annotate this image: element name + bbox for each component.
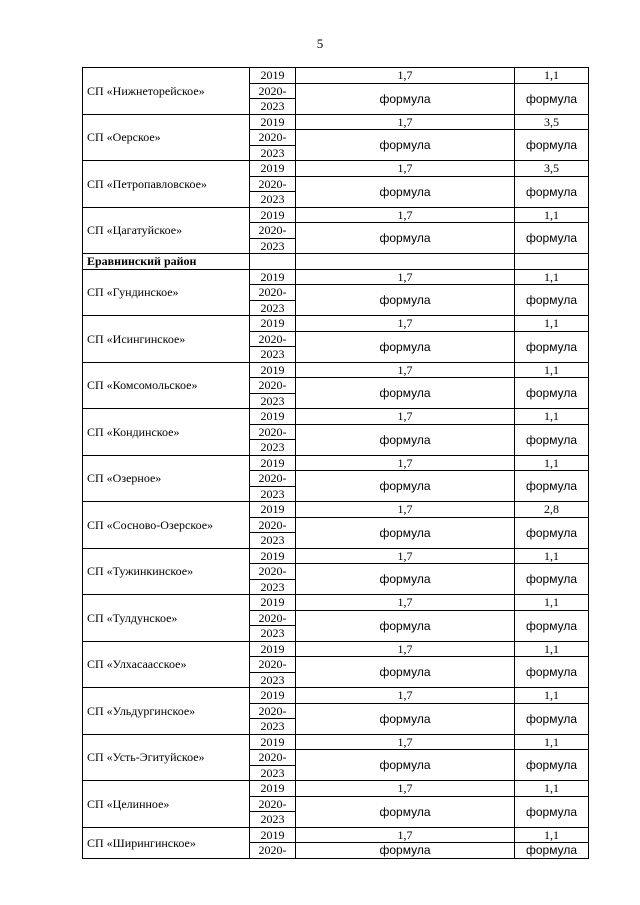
settlement-name: СП «Тулдунское» xyxy=(83,595,250,642)
table-row xyxy=(83,455,589,471)
year-cell: 2020- xyxy=(250,471,296,487)
formula-cell: формула xyxy=(296,424,515,455)
formula-cell: формула xyxy=(296,610,515,641)
year-cell: 2023 xyxy=(250,192,296,208)
formula-cell: формула xyxy=(296,223,515,254)
formula-cell: формула xyxy=(296,331,515,362)
year-cell: 2019 xyxy=(250,455,296,471)
formula-cell: формула xyxy=(515,471,589,502)
year-cell: 2023 xyxy=(250,719,296,735)
value-cell: 1,7 xyxy=(296,595,515,611)
value-cell: 1,7 xyxy=(296,641,515,657)
year-cell: 2023 xyxy=(250,238,296,254)
formula-cell: формула xyxy=(515,564,589,595)
year-cell: 2023 xyxy=(250,579,296,595)
value-cell: 1,1 xyxy=(515,827,589,843)
value-cell: 1,7 xyxy=(296,161,515,177)
formula-cell: формула xyxy=(296,378,515,409)
value-cell: 1,1 xyxy=(515,688,589,704)
table-body xyxy=(83,68,589,859)
table-row xyxy=(83,548,589,564)
formula-cell: формула xyxy=(296,130,515,161)
empty-cell xyxy=(515,254,589,270)
year-cell: 2023 xyxy=(250,765,296,781)
settlement-name: СП «Гундинское» xyxy=(83,269,250,316)
year-cell: 2020- xyxy=(250,703,296,719)
formula-cell: формула xyxy=(296,796,515,827)
formula-cell: формула xyxy=(296,83,515,114)
settlement-name: СП «Нижнеторейское» xyxy=(83,68,250,115)
formula-cell: формула xyxy=(296,517,515,548)
table-row xyxy=(83,114,589,130)
year-cell: 2023 xyxy=(250,440,296,456)
year-cell: 2019 xyxy=(250,316,296,332)
settlement-name: СП «Оерское» xyxy=(83,114,250,161)
formula-cell: формула xyxy=(515,130,589,161)
year-cell: 2023 xyxy=(250,533,296,549)
value-cell: 1,7 xyxy=(296,734,515,750)
formula-cell: формула xyxy=(296,703,515,734)
year-cell: 2019 xyxy=(250,688,296,704)
value-cell: 1,7 xyxy=(296,548,515,564)
formula-cell: формула xyxy=(515,331,589,362)
value-cell: 1,1 xyxy=(515,455,589,471)
table-row xyxy=(83,316,589,332)
formula-cell: формула xyxy=(296,750,515,781)
settlement-name: СП «Тужинкинское» xyxy=(83,548,250,595)
settlement-name: СП «Комсомольское» xyxy=(83,362,250,409)
formula-cell: формула xyxy=(515,424,589,455)
settlement-name: СП «Улхасаасское» xyxy=(83,641,250,688)
value-cell: 3,5 xyxy=(515,114,589,130)
year-cell: 2019 xyxy=(250,641,296,657)
table-row xyxy=(83,781,589,797)
value-cell: 1,1 xyxy=(515,207,589,223)
year-cell: 2023 xyxy=(250,300,296,316)
formula-cell: формула xyxy=(296,564,515,595)
value-cell: 1,7 xyxy=(296,827,515,843)
value-cell: 1,1 xyxy=(515,548,589,564)
formula-cell: формула xyxy=(296,176,515,207)
year-cell: 2020- xyxy=(250,285,296,301)
formula-cell: формула xyxy=(515,796,589,827)
value-cell: 1,1 xyxy=(515,409,589,425)
formula-cell: формула xyxy=(515,843,589,859)
value-cell: 1,1 xyxy=(515,269,589,285)
year-cell: 2019 xyxy=(250,362,296,378)
year-cell: 2020- xyxy=(250,610,296,626)
formula-cell: формула xyxy=(515,176,589,207)
district-name: Еравнинский район xyxy=(83,254,250,270)
formula-cell: формула xyxy=(515,285,589,316)
table-row xyxy=(83,269,589,285)
table-row xyxy=(83,502,589,518)
year-cell: 2023 xyxy=(250,393,296,409)
formula-cell: формула xyxy=(515,657,589,688)
settlement-name: СП «Исингинское» xyxy=(83,316,250,363)
value-cell: 3,5 xyxy=(515,161,589,177)
value-cell: 1,7 xyxy=(296,316,515,332)
settlement-name: СП «Петропавловское» xyxy=(83,161,250,208)
year-cell: 2019 xyxy=(250,114,296,130)
year-cell: 2019 xyxy=(250,548,296,564)
year-cell: 2020- xyxy=(250,130,296,146)
table-row xyxy=(83,362,589,378)
settlement-name: СП «Целинное» xyxy=(83,781,250,828)
value-cell: 1,7 xyxy=(296,455,515,471)
table-row xyxy=(83,595,589,611)
formula-cell: формула xyxy=(515,703,589,734)
value-cell: 1,7 xyxy=(296,502,515,518)
value-cell: 2,8 xyxy=(515,502,589,518)
year-cell: 2019 xyxy=(250,734,296,750)
table-row xyxy=(83,207,589,223)
formula-cell: формула xyxy=(515,83,589,114)
formula-cell: формула xyxy=(296,657,515,688)
year-cell: 2019 xyxy=(250,161,296,177)
formula-cell: формула xyxy=(515,378,589,409)
year-cell: 2020- xyxy=(250,796,296,812)
year-cell: 2019 xyxy=(250,207,296,223)
settlement-name: СП «Сосново-Озерское» xyxy=(83,502,250,549)
formula-cell: формула xyxy=(515,517,589,548)
value-cell: 1,1 xyxy=(515,316,589,332)
formula-cell: формула xyxy=(515,610,589,641)
settlement-name: СП «Озерное» xyxy=(83,455,250,502)
value-cell: 1,1 xyxy=(515,362,589,378)
year-cell: 2019 xyxy=(250,595,296,611)
year-cell: 2020- xyxy=(250,378,296,394)
year-cell: 2020- xyxy=(250,83,296,99)
formula-cell: формула xyxy=(296,843,515,859)
year-cell: 2019 xyxy=(250,269,296,285)
table-row xyxy=(83,409,589,425)
formula-cell: формула xyxy=(515,223,589,254)
settlement-name: СП «Цагатуйское» xyxy=(83,207,250,254)
settlement-name: СП «Кондинское» xyxy=(83,409,250,456)
year-cell: 2023 xyxy=(250,626,296,642)
value-cell: 1,7 xyxy=(296,409,515,425)
year-cell: 2019 xyxy=(250,502,296,518)
table-row xyxy=(83,827,589,843)
formula-cell: формула xyxy=(515,750,589,781)
value-cell: 1,1 xyxy=(515,734,589,750)
year-cell: 2019 xyxy=(250,827,296,843)
value-cell: 1,1 xyxy=(515,68,589,84)
settlement-name: СП «Ульдургинское» xyxy=(83,688,250,735)
value-cell: 1,7 xyxy=(296,781,515,797)
year-cell: 2020- xyxy=(250,176,296,192)
page-number: 5 xyxy=(316,36,324,51)
table-row xyxy=(83,641,589,657)
year-cell: 2020- xyxy=(250,750,296,766)
year-cell: 2023 xyxy=(250,347,296,363)
year-cell: 2023 xyxy=(250,486,296,502)
year-cell: 2019 xyxy=(250,781,296,797)
table-row xyxy=(83,688,589,704)
settlement-name: СП «Ширингинское» xyxy=(83,827,250,858)
value-cell: 1,7 xyxy=(296,114,515,130)
year-cell: 2020- xyxy=(250,424,296,440)
district-row xyxy=(83,254,589,270)
value-cell: 1,1 xyxy=(515,641,589,657)
year-cell: 2023 xyxy=(250,672,296,688)
year-cell: 2023 xyxy=(250,99,296,115)
table-row xyxy=(83,161,589,177)
value-cell: 1,1 xyxy=(515,595,589,611)
value-cell: 1,1 xyxy=(515,781,589,797)
empty-cell xyxy=(296,254,515,270)
year-cell: 2020- xyxy=(250,517,296,533)
table-row xyxy=(83,734,589,750)
year-cell: 2023 xyxy=(250,145,296,161)
year-cell: 2019 xyxy=(250,68,296,84)
value-cell: 1,7 xyxy=(296,362,515,378)
value-cell: 1,7 xyxy=(296,68,515,84)
formula-cell: формула xyxy=(296,471,515,502)
table-row xyxy=(83,68,589,84)
tariff-table xyxy=(82,67,589,859)
year-cell: 2020- xyxy=(250,223,296,239)
year-cell: 2019 xyxy=(250,409,296,425)
year-cell: 2020- xyxy=(250,331,296,347)
year-cell: 2020- xyxy=(250,843,296,859)
formula-cell: формула xyxy=(296,285,515,316)
year-cell: 2020- xyxy=(250,564,296,580)
value-cell: 1,7 xyxy=(296,207,515,223)
value-cell: 1,7 xyxy=(296,269,515,285)
settlement-name: СП «Усть-Эгитуйское» xyxy=(83,734,250,781)
value-cell: 1,7 xyxy=(296,688,515,704)
year-cell: 2023 xyxy=(250,812,296,828)
year-cell: 2020- xyxy=(250,657,296,673)
empty-cell xyxy=(250,254,296,270)
